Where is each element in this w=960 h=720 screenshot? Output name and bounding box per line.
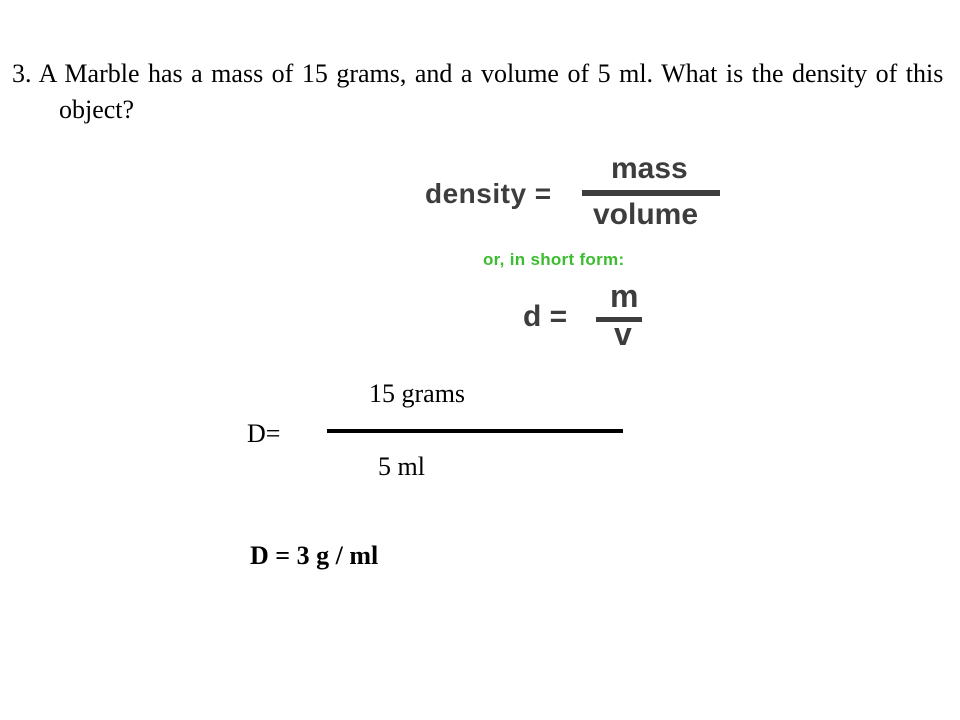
formula-m: m [610,278,639,314]
formula-short-form-caption: or, in short form: [483,250,625,269]
formula-main-fraction-bar [582,190,720,196]
work-denominator: 5 ml [378,452,425,481]
formula-density-label: density = [425,178,552,209]
formula-v: v [614,316,632,352]
work-numerator: 15 grams [369,379,466,408]
formula-volume: volume [593,198,699,231]
work-answer: D = 3 g / ml [250,541,379,570]
work-fraction-bar [327,429,623,433]
formula-d-label: d = [523,300,568,333]
question-text: 3. A Marble has a mass of 15 grams, and a volume of 5 ml. What is the density of this object? [12,59,944,124]
work-lhs: D= [247,419,281,448]
density-formula-image [410,150,740,360]
formula-mass: mass [611,152,688,185]
